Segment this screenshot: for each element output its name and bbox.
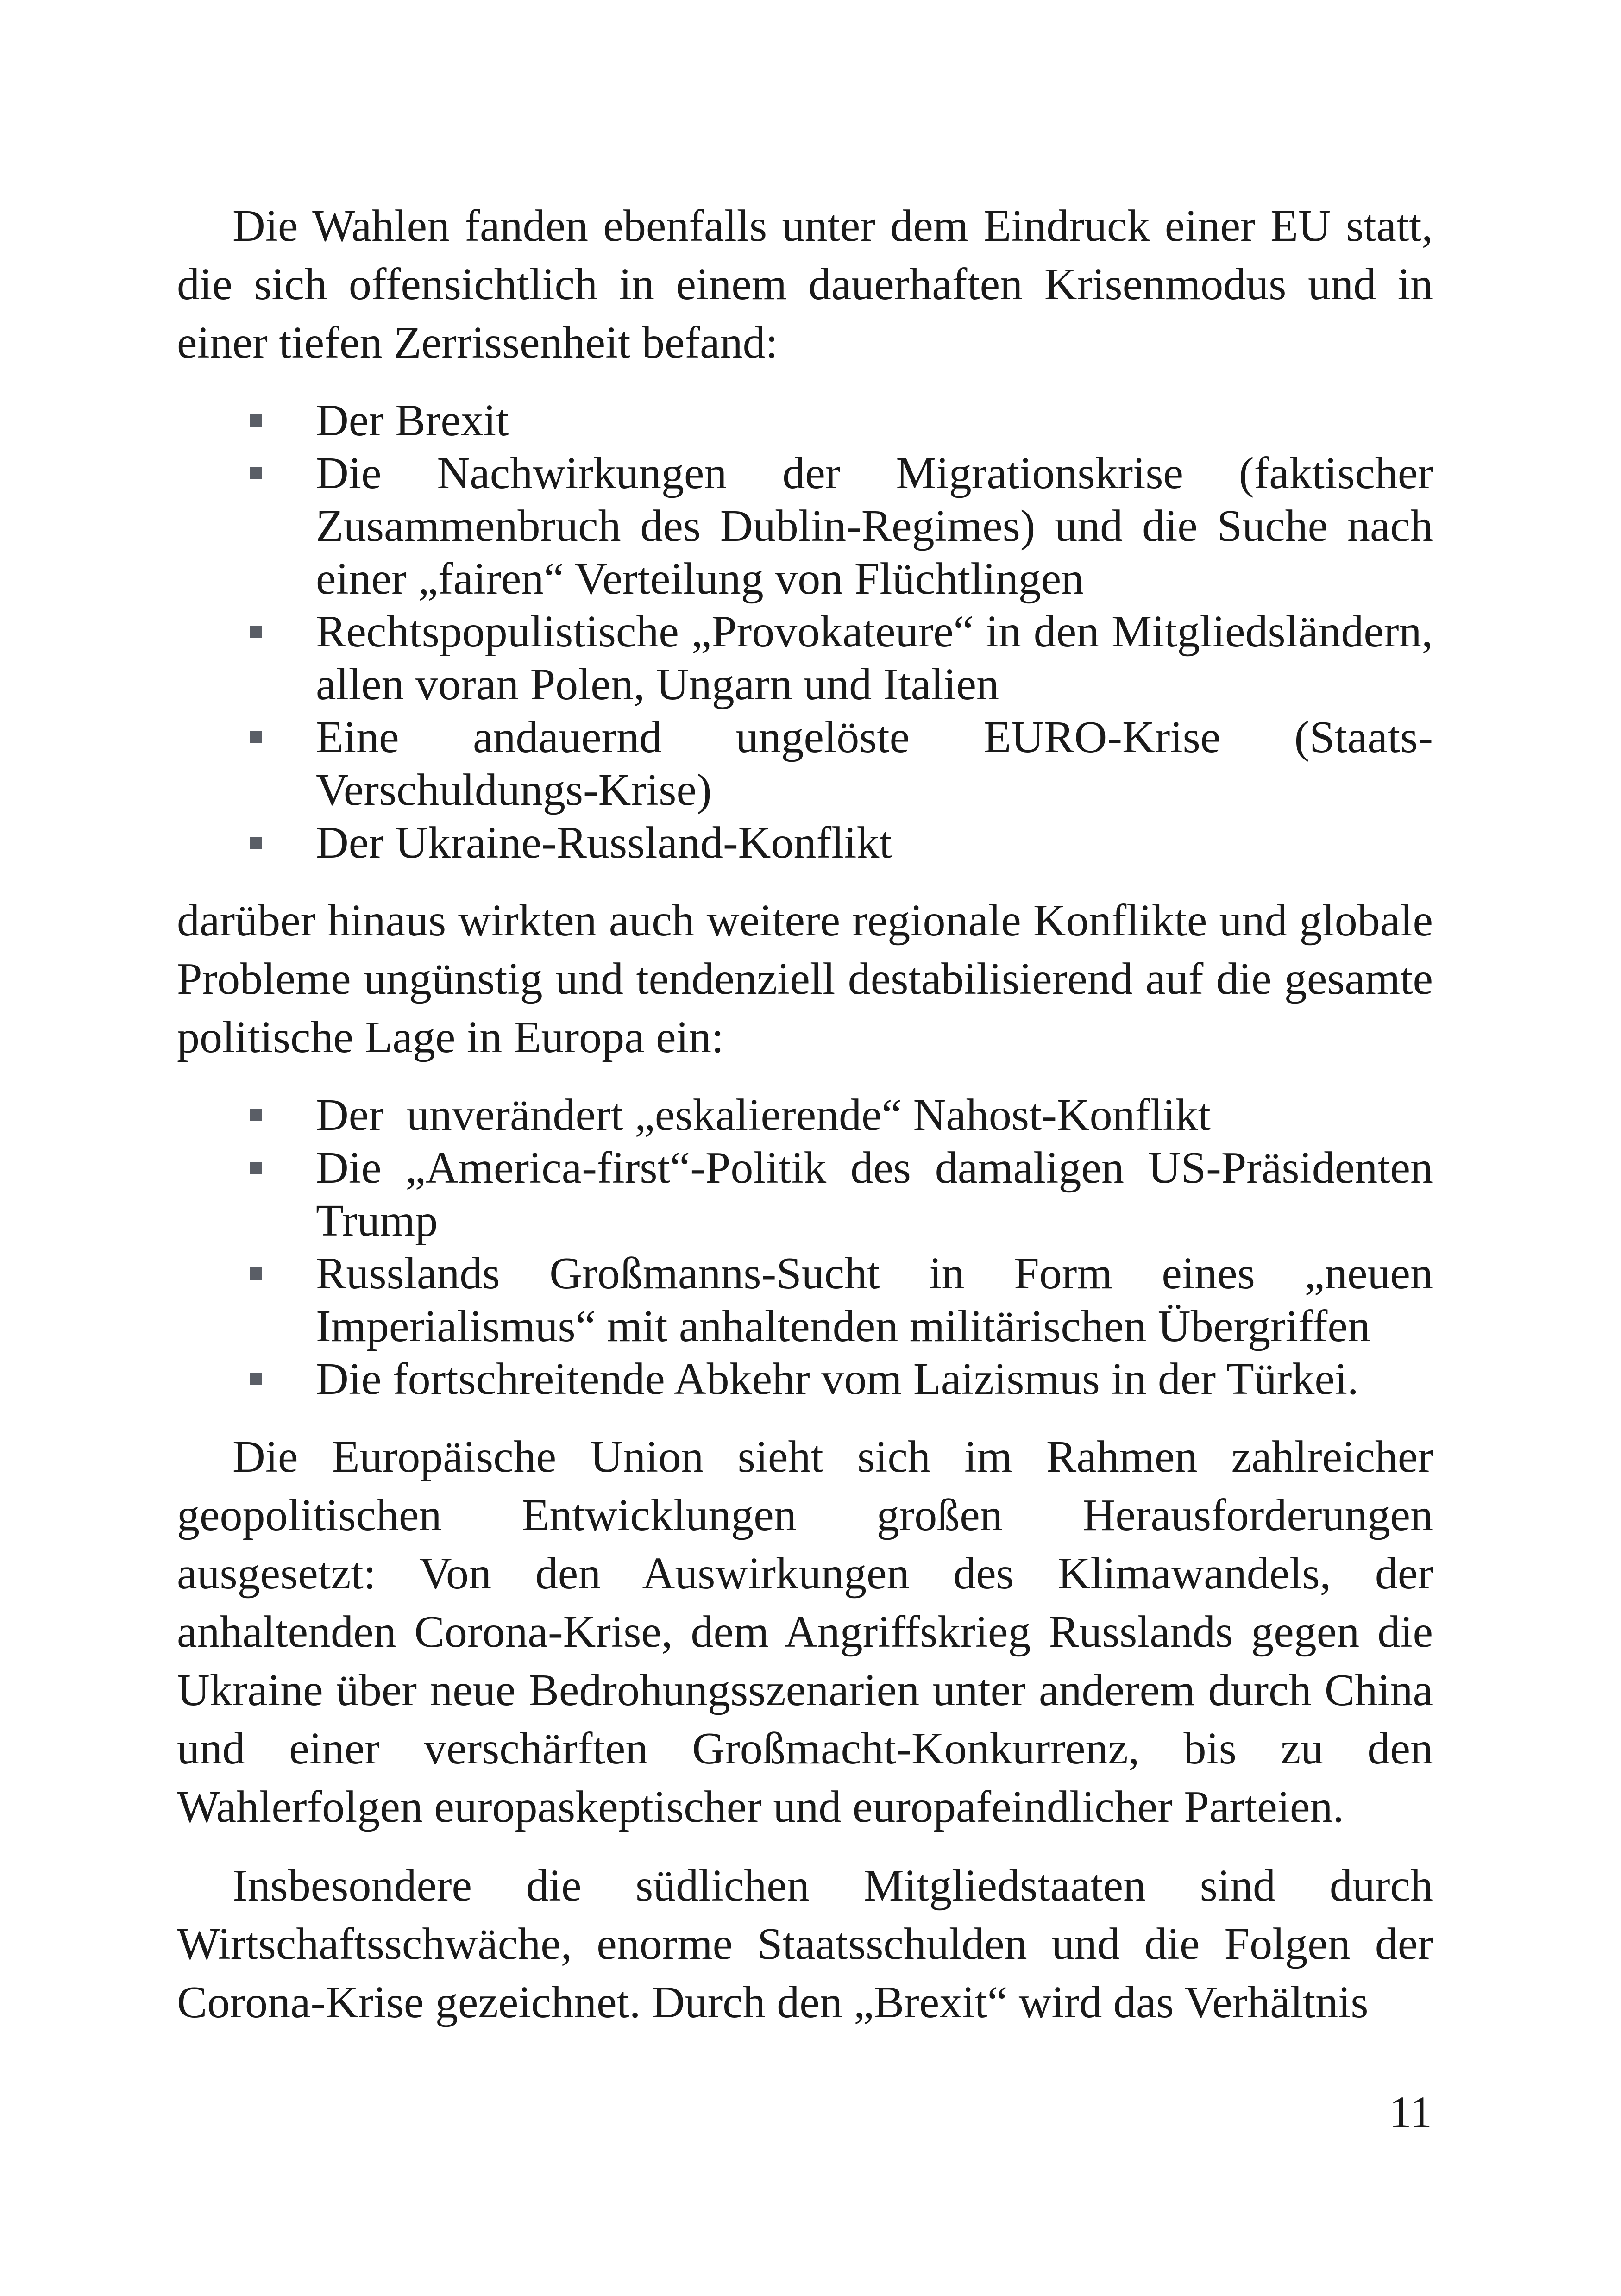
- paragraph-eu-crisis-intro: Die Wahlen fanden ebenfalls unter dem Eindruck einer EU statt, die sich offensichtlich in einem dauerhaften Krisenmodus und in einer tiefen Zerrissenheit befand:: [177, 201, 1433, 368]
- list-item-text: Der Ukraine-Russland-Konflikt: [316, 818, 892, 868]
- square-bullet-icon: [250, 414, 262, 427]
- page-number: 11: [1389, 2087, 1432, 2137]
- square-bullet-icon: [250, 1109, 262, 1121]
- list-item: [177, 447, 1433, 605]
- list-item: [177, 816, 1433, 869]
- square-bullet-icon: [250, 1373, 262, 1385]
- list-item: [177, 394, 1433, 447]
- paragraph-gap: [177, 1836, 1433, 1857]
- square-bullet-icon: [250, 731, 262, 743]
- list-item: [177, 1353, 1433, 1405]
- list-item-text: Russlands Großmanns-Sucht in Form eines „neuen Imperialismus“ mit anhaltenden militärischen Übergriffen: [316, 1248, 1433, 1351]
- list-item: [177, 711, 1433, 816]
- list-item-text: Der unverändert „eskalierende“ Nahost-Konflikt: [316, 1090, 1211, 1140]
- paragraph-southern-states: Insbesondere die südlichen Mitgliedstaaten sind durch Wirtschaftsschwäche, enorme Staatsschulden und die Folgen der Corona-Krise gezeichnet. Durch den „Brexit“ wird das Verhältnis: [177, 1861, 1433, 2027]
- bullet-list-global-conflicts: [177, 1089, 1433, 1405]
- list-item: [177, 1247, 1433, 1353]
- list-item: [177, 605, 1433, 711]
- square-bullet-icon: [250, 1162, 262, 1174]
- list-item-text: Der Brexit: [316, 395, 509, 445]
- paragraph-global-problems: darüber hinaus wirkten auch weitere regionale Konflikte und globale Probleme ungünstig und tendenziell destabilisierend auf die gesamte politische Lage in Europa ein:: [177, 896, 1433, 1062]
- page-body: [177, 197, 1433, 2032]
- paragraph-geopolitical-challenges: Die Europäische Union sieht sich im Rahmen zahlreicher geopolitischen Entwicklungen großen Herausforderungen ausgesetzt: Von den Auswirkungen des Klimawandels, der anhaltenden Corona-Krise, dem Angriffskrieg Russlands gegen die Ukraine über neue Bedrohungsszenarien unter anderem durch China und einer verschärften Großmacht-Konkurrenz, bis zu den Wahlerfolgen europaskeptischer und europafeindlicher Parteien.: [177, 1432, 1433, 1832]
- list-item-text: Die „America-first“-Politik des damaligen US-Präsidenten Trump: [316, 1143, 1433, 1246]
- square-bullet-icon: [250, 626, 262, 638]
- list-item: [177, 1089, 1433, 1142]
- list-item: [177, 1142, 1433, 1247]
- list-item-text: Die fortschreitende Abkehr vom Laizismus in der Türkei.: [316, 1354, 1359, 1404]
- square-bullet-icon: [250, 1267, 262, 1280]
- square-bullet-icon: [250, 467, 262, 479]
- list-item-text: Eine andauernd ungelöste EURO-Krise (Staats-Verschuldungs-Krise): [316, 712, 1433, 815]
- list-item-text: Die Nachwirkungen der Migrationskrise (faktischer Zusammenbruch des Dublin-Regimes) und die Suche nach einer „fairen“ Verteilung von Flüchtlingen: [316, 448, 1433, 604]
- list-item-text: Rechtspopulistische „Provokateure“ in den Mitgliedsländern, allen voran Polen, Ungarn und Italien: [316, 607, 1433, 709]
- square-bullet-icon: [250, 837, 262, 849]
- bullet-list-eu-crises: [177, 394, 1433, 869]
